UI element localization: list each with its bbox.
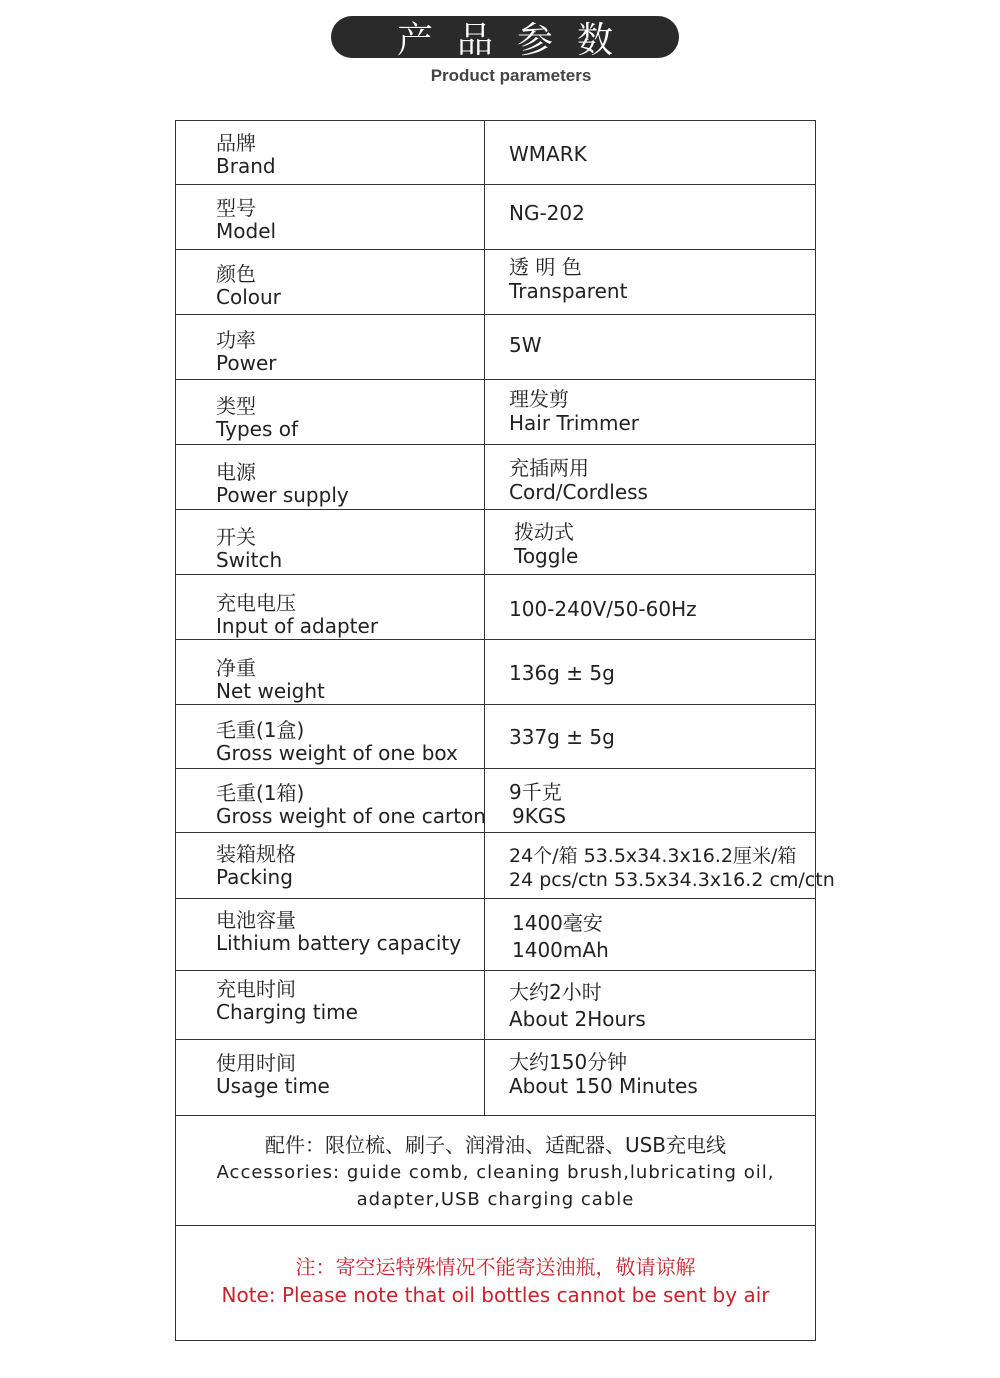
table-row xyxy=(176,510,815,575)
row-label: 开关 Switch xyxy=(216,525,283,572)
table-row xyxy=(176,833,835,899)
row-value: 337g ± 5g xyxy=(509,725,615,749)
page-title: 产品参数 xyxy=(331,16,679,58)
row-value: WMARK xyxy=(509,142,587,166)
accessories-cn: 配件：限位梳、刷子、润滑油、适配器、USB充电线 xyxy=(264,1133,727,1157)
row-value: 理发剪 Hair Trimmer xyxy=(509,387,639,435)
row-label: 装箱规格 Packing xyxy=(216,842,296,889)
table-row xyxy=(176,445,815,510)
table-row xyxy=(176,1040,815,1116)
table-row xyxy=(176,971,815,1040)
row-label: 使用时间 Usage time xyxy=(216,1051,330,1098)
row-value: 24个/箱 53.5x34.3x16.2厘米/箱 24 pcs/ctn 53.5x34.3x16.2 cm/ctn xyxy=(509,845,835,891)
row-value: 拨动式 Toggle xyxy=(514,520,579,568)
page-subtitle: Product parameters xyxy=(430,66,592,85)
row-label: 类型 Types of xyxy=(216,394,298,441)
accessories-en-line1: Accessories: guide comb, cleaning brush,lubricating oil, xyxy=(216,1162,775,1183)
shipping-note xyxy=(176,1226,815,1341)
table-row xyxy=(176,769,815,833)
row-value: 充插两用 Cord/Cordless xyxy=(509,456,648,504)
row-label: 电池容量 Lithium battery capacity xyxy=(216,908,462,955)
row-label: 颜色 Colour xyxy=(216,262,281,309)
note-en: Note: Please note that oil bottles cannot be sent by air xyxy=(221,1283,770,1307)
spec-table xyxy=(175,120,835,1341)
table-row xyxy=(176,185,815,250)
accessories-section xyxy=(176,1116,815,1226)
accessories-en-line2: adapter,USB charging cable xyxy=(356,1189,635,1210)
row-label: 品牌 Brand xyxy=(216,131,276,178)
row-label: 充电时间 Charging time xyxy=(216,977,358,1024)
row-label: 毛重(1箱) Gross weight of one carton xyxy=(216,781,486,828)
table-row xyxy=(176,121,815,185)
table-row xyxy=(176,250,815,315)
table-row xyxy=(176,705,815,769)
table-row xyxy=(176,899,815,971)
row-label: 毛重(1盒) Gross weight of one box xyxy=(216,718,458,765)
row-value: 5W xyxy=(509,333,542,357)
row-value: 透 明 色 Transparent xyxy=(509,255,628,303)
row-value: 9千克 9KGS xyxy=(509,780,567,828)
table-row xyxy=(176,575,815,640)
table-row xyxy=(176,380,815,445)
note-cn: 注：寄空运特殊情况不能寄送油瓶，敬请谅解 xyxy=(295,1255,696,1279)
row-label: 净重 Net weight xyxy=(216,656,325,703)
row-value: 大约2小时 About 2Hours xyxy=(509,980,646,1031)
row-label: 充电电压 Input of adapter xyxy=(216,591,379,638)
table-row xyxy=(176,315,815,380)
row-value: 1400毫安 1400mAh xyxy=(512,911,609,962)
row-value: 大约150分钟 About 150 Minutes xyxy=(509,1050,698,1098)
row-value: 100-240V/50-60Hz xyxy=(509,597,697,621)
row-label: 电源 Power supply xyxy=(216,460,349,507)
row-value: NG-202 xyxy=(509,201,585,225)
row-label: 功率 Power xyxy=(216,328,277,375)
table-row xyxy=(176,640,815,705)
row-value: 136g ± 5g xyxy=(509,661,615,685)
row-label: 型号 Model xyxy=(216,196,277,243)
